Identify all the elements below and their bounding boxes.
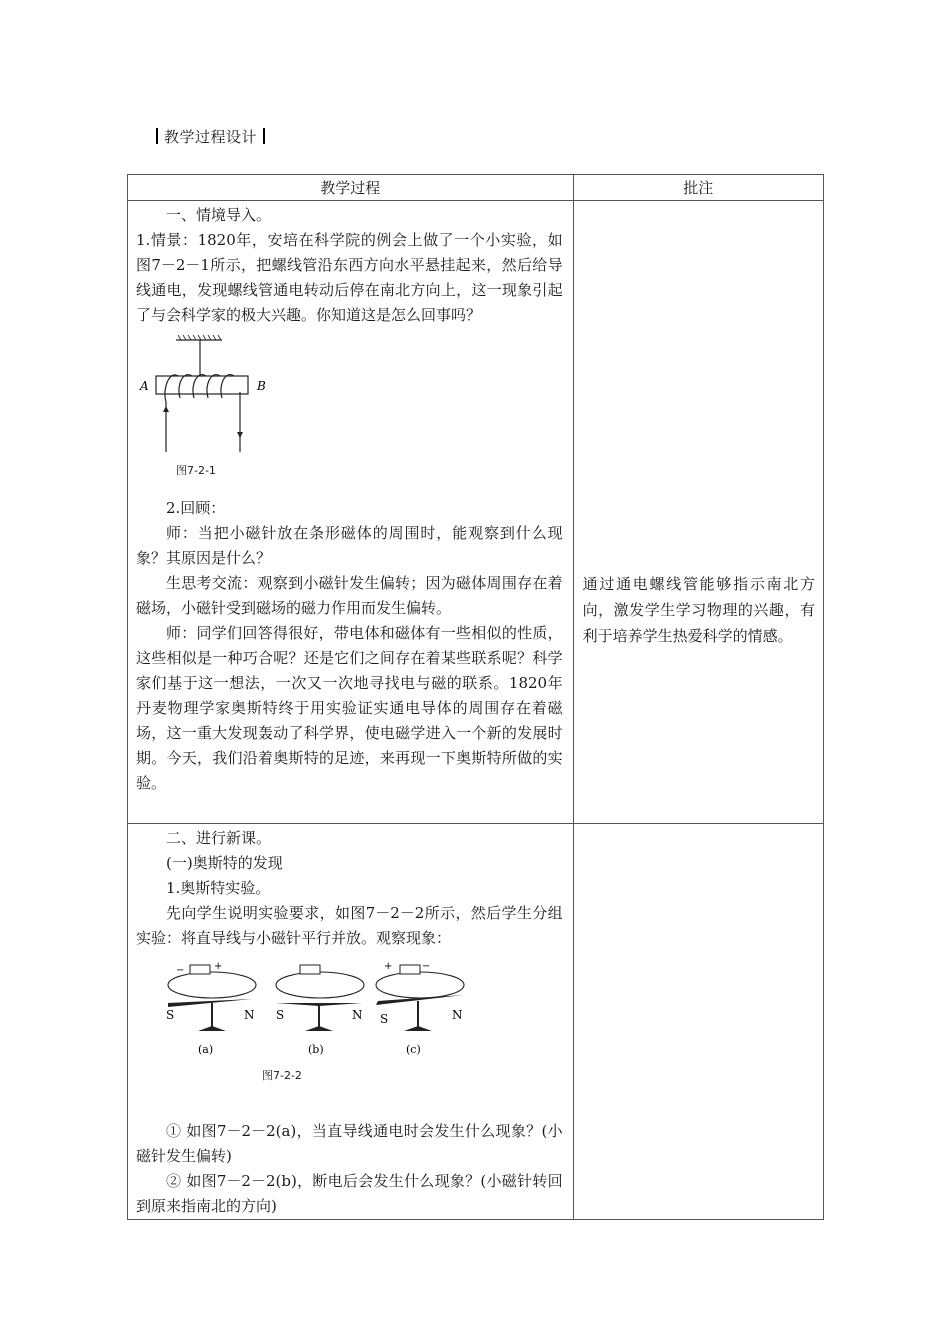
pole-n-a: N bbox=[244, 1008, 255, 1022]
label-b: B bbox=[257, 379, 266, 393]
compass-setup-a bbox=[166, 961, 256, 1056]
question-2: ② 如图7－2－2(b)，断电后会发生什么现象？(小磁针转回到原来指南北的方向) bbox=[136, 1172, 563, 1215]
intro-note: 通过通电螺线管能够指示南北方向，激发学生学习物理的兴趣，有利于培养学生热爱科学的情感。 bbox=[582, 575, 815, 645]
pole-s-c: S bbox=[380, 1012, 389, 1026]
note-cell-new-lesson bbox=[573, 824, 823, 1220]
header-process: 教学过程 bbox=[128, 175, 574, 201]
title-bar-right bbox=[263, 128, 265, 144]
label-c-fig2: (c) bbox=[406, 1043, 421, 1056]
pole-s-b: S bbox=[276, 1008, 285, 1022]
figure-7-2-2 bbox=[136, 951, 563, 1119]
note-cell-intro bbox=[573, 201, 823, 824]
student-answer: 生思考交流：观察到小磁针发生偏转；因为磁体周围存在着磁场，小磁针受到磁场的磁力作用而发生偏转。 bbox=[136, 574, 563, 617]
new-lesson-heading: 二、进行新课。 bbox=[166, 829, 272, 847]
question-1: ① 如图7－2－2(a)，当直导线通电时会发生什么现象？(小磁针发生偏转) bbox=[136, 1122, 563, 1165]
pole-n-c: N bbox=[452, 1008, 463, 1022]
table-row bbox=[128, 201, 824, 824]
plus-c: + bbox=[384, 961, 393, 972]
process-cell-new-lesson bbox=[128, 824, 574, 1220]
scenario-text: 1.情景：1820年，安培在科学院的例会上做了一个小实验，如图7－2－1所示，把螺线管沿东西方向水平悬挂起来，然后给导线通电，发现螺线管通电转动后停在南北方向上，这一现象引起了与会科学家的极大兴趣。你知道这是怎么回事吗？ bbox=[136, 231, 563, 324]
intro-heading: 一、情境导入。 bbox=[166, 206, 272, 224]
oersted-subheading: (一)奥斯特的发现 bbox=[166, 854, 283, 872]
table-header-row bbox=[128, 175, 824, 201]
process-cell-intro bbox=[128, 201, 574, 824]
oersted-diagram bbox=[166, 957, 486, 1097]
pole-s-a: S bbox=[166, 1008, 175, 1022]
header-notes: 批注 bbox=[573, 175, 823, 201]
label-a-fig2: (a) bbox=[198, 1043, 214, 1056]
teacher-story: 师：同学们回答得很好，带电体和磁体有一些相似的性质，这些相似是一种巧合呢？还是它们之间存在着某些联系呢？科学家们基于这一想法，一次又一次地寻找电与磁的联系。1820年丹麦物理学家奥斯特终于用实验证实通电导体的周围存在着磁场，这一重大发现轰动了科学界，使电磁学进入一个新的发展时期。今天，我们沿着奥斯特的足迹，来再现一下奥斯特所做的实验。 bbox=[136, 624, 563, 792]
compass-setup-b bbox=[276, 965, 364, 1056]
compass-setup-c bbox=[376, 961, 464, 1056]
figure-7-2-1 bbox=[136, 328, 563, 496]
table-row bbox=[128, 824, 824, 1220]
figure-7-2-1-caption: 图7-2-1 bbox=[176, 464, 216, 477]
section-title bbox=[150, 126, 271, 147]
pole-n-b: N bbox=[352, 1008, 363, 1022]
plus-a: + bbox=[214, 961, 223, 972]
solenoid-diagram bbox=[136, 332, 296, 472]
label-a: A bbox=[140, 379, 149, 393]
section-title-text: 教学过程设计 bbox=[164, 128, 258, 146]
figure-7-2-2-caption: 图7-2-2 bbox=[262, 1069, 302, 1082]
review-heading: 2.回顾： bbox=[166, 499, 226, 517]
oersted-item: 1.奥斯特实验。 bbox=[166, 879, 271, 897]
lesson-table bbox=[127, 174, 824, 1220]
minus-c: − bbox=[422, 961, 431, 972]
minus-a: − bbox=[176, 965, 185, 976]
title-bar-left bbox=[156, 128, 158, 144]
label-b-fig2: (b) bbox=[308, 1043, 324, 1056]
experiment-instructions: 先向学生说明实验要求，如图7－2－2所示，然后学生分组实验：将直导线与小磁针平行并放。观察现象： bbox=[136, 904, 563, 947]
teacher-question: 师：当把小磁针放在条形磁体的周围时，能观察到什么现象？其原因是什么？ bbox=[136, 524, 563, 567]
